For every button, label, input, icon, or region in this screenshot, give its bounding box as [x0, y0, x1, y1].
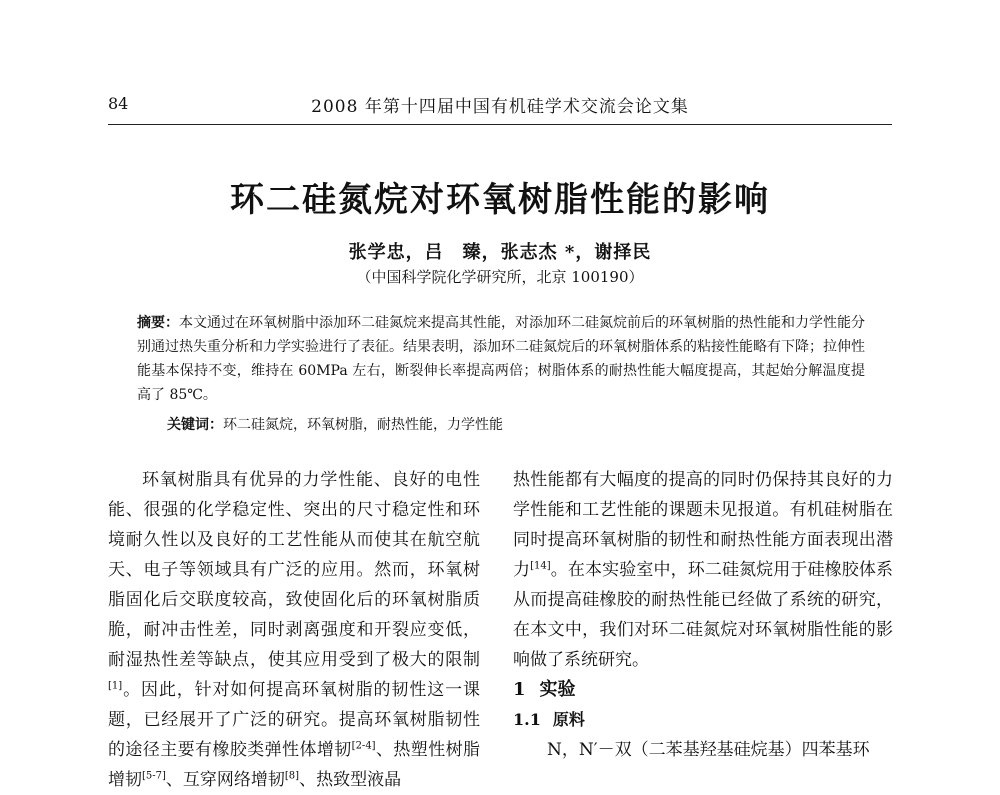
- section-heading: [513, 675, 893, 705]
- keywords-text: 环二硅氮烷，环氧树脂，耐热性能，力学性能: [223, 417, 503, 433]
- body-column-right: [513, 465, 893, 765]
- author-list: 张学忠，吕 臻，张志杰 *，谢择民: [348, 242, 652, 263]
- section-number: 1: [513, 679, 526, 700]
- citation: [8]: [284, 770, 300, 782]
- subsection-number: 1.1: [513, 710, 541, 729]
- body-text: 。在本实验室中，环二硅氮烷用于硅橡胶体系从而提高硅橡胶的耐热性能已经做了系统的研究，在本文中，我们对环二硅氮烷对环氧树脂性能的影响做了系统研究。: [513, 560, 894, 670]
- abstract-text: 本文通过在环氧树脂中添加环二硅氮烷来提高其性能，对添加环二硅氮烷前后的环氧树脂的热性能和力学性能分别通过热失重分析和力学实验进行了表征。结果表明，添加环二硅氮烷后的环氧树脂体系的粘接性能略有下降；拉伸性能基本保持不变，维持在 60MPa 左右，断裂伸长率提高两倍；树脂体系的耐热性能大幅度提高，其起始分解温度提高了 85℃。: [137, 315, 865, 403]
- abstract-label: 摘要：: [137, 315, 179, 331]
- running-head-title: 2008 年第十四届中国有机硅学术交流会论文集: [311, 97, 689, 117]
- citation: [5-7]: [142, 770, 166, 782]
- citation: [1]: [108, 680, 123, 692]
- subsection-heading: [513, 705, 893, 735]
- article-title: 环二硅氮烷对环氧树脂性能的影响: [230, 180, 770, 220]
- body-paragraph: [108, 465, 480, 795]
- subsection-title: 原料: [552, 710, 585, 729]
- citation: [2-4]: [351, 740, 376, 752]
- author-affiliation: （中国科学院化学研究所，北京 100190）: [356, 268, 644, 286]
- body-paragraph: N，N′－双（二苯基羟基硅烷基）四苯基环: [547, 740, 870, 760]
- body-text: 、互穿网络增韧: [165, 770, 285, 790]
- keywords: [167, 414, 867, 434]
- body-text: 热性能都有大幅度的提高的同时仍保持其良好的力学性能和工艺性能的课题未见报道。有机硅树脂在同时提高环氧树脂的韧性和耐热性能方面表现出潜力: [513, 470, 893, 580]
- citation: [14]: [530, 560, 551, 572]
- body-column-left: [108, 465, 480, 795]
- body-paragraph: [513, 465, 893, 675]
- keywords-label: 关键词：: [167, 417, 223, 433]
- header-divider: [108, 124, 892, 125]
- body-text: 、热塑性树脂增韧: [108, 740, 481, 790]
- body-text: 环氧树脂具有优异的力学性能、良好的电性能、很强的化学稳定性、突出的尺寸稳定性和环境耐久性以及良好的工艺性能从而使其在航空航天、电子等领域具有广泛的应用。然而，环氧树脂固化后交联度较高，致使固化后的环氧树脂质脆，耐冲击性差，同时剥离强度和开裂应变低，耐湿热性差等缺点，使其应用受到了极大的限制: [108, 470, 480, 670]
- section-title: 实验: [539, 679, 576, 700]
- page-number: 84: [108, 94, 129, 113]
- body-text: 、热致型液晶: [299, 770, 402, 790]
- abstract: [137, 311, 865, 407]
- body-text: 。因此，针对如何提高环氧树脂的韧性这一课题，已经展开了广泛的研究。提高环氧树脂韧性的途径主要有橡胶类弹性体增韧: [108, 680, 480, 760]
